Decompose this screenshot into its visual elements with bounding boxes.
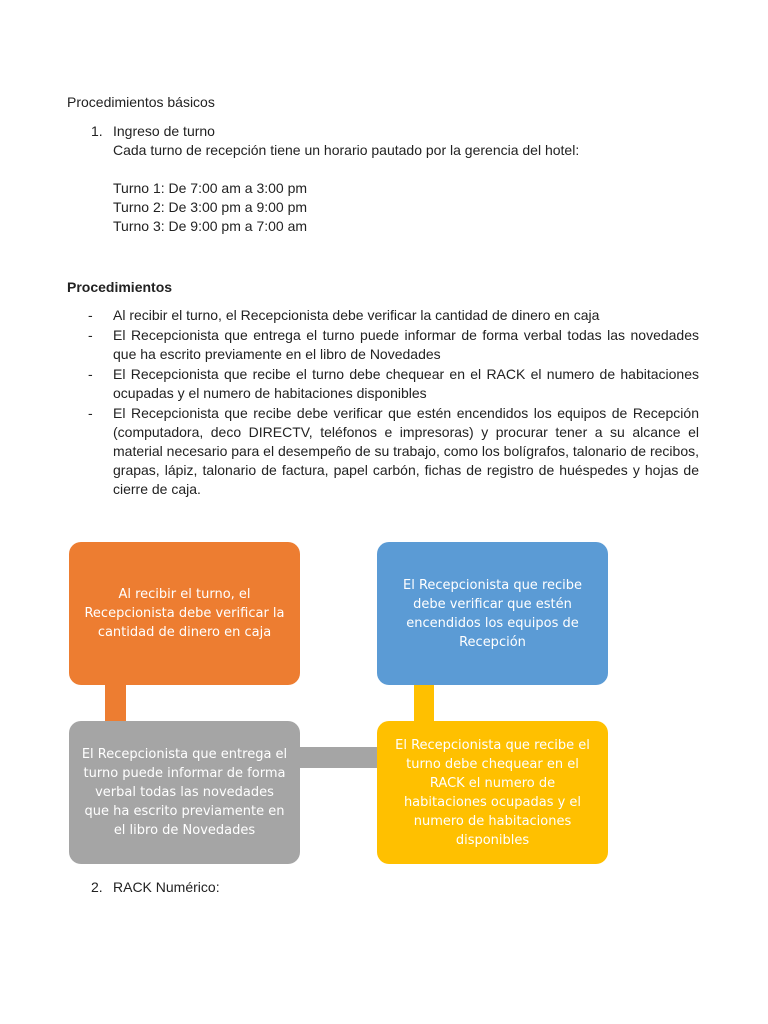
shift-3: Turno 3: De 9:00 pm a 7:00 am <box>113 218 308 234</box>
connector-orange <box>105 684 126 722</box>
connector-gray <box>299 747 378 768</box>
bullet-dash: - <box>88 366 93 382</box>
diagram-box-check-equipment: El Recepcionista que recibe debe verificar que estén encendidos los equipos de Recepción <box>377 542 608 685</box>
item-1-intro: Cada turno de recepción tiene un horario pautado por la gerencia del hotel: <box>113 142 580 158</box>
shift-2: Turno 2: De 3:00 pm a 9:00 pm <box>113 199 308 215</box>
list-number-2: 2. <box>91 879 103 895</box>
bullet-dash: - <box>88 307 93 323</box>
bullet-dash: - <box>88 405 93 421</box>
procedure-item-2: El Recepcionista que entrega el turno puede informar de forma verbal todas las novedades que ha escrito previamente en el libro de Novedades <box>113 327 699 362</box>
procedures-title: Procedimientos <box>67 279 173 295</box>
procedure-item-3: El Recepcionista que recibe el turno debe chequear en el RACK el numero de habitaciones ocupadas y el numero de habitaciones disponibles <box>113 366 699 401</box>
list-number-1: 1. <box>91 123 103 139</box>
bullet-dash: - <box>88 327 93 343</box>
diagram-box-check-rack: El Recepcionista que recibe el turno debe chequear en el RACK el numero de habitaciones ocupadas y el numero de habitaciones disponibles <box>377 721 608 864</box>
connector-gold <box>414 684 434 722</box>
diagram-box-count-cash: Al recibir el turno, el Recepcionista debe verificar la cantidad de dinero en caja <box>69 542 300 685</box>
section-heading: Procedimientos básicos <box>67 94 215 110</box>
procedure-item-4: El Recepcionista que recibe debe verificar que estén encendidos los equipos de Recepción (computadora, deco DIRECTV, teléfonos e impresoras) y procurar tener a su alcance el material necesario para el desempeño de su trabajo, como los bolígrafos, talonario de recibos, grapas, lápiz, talonario de factura, papel carbón, fichas de registro de huéspedes y hojas de cierre de caja. <box>113 405 699 497</box>
item-1-title: Ingreso de turno <box>113 123 215 139</box>
shift-1: Turno 1: De 7:00 am a 3:00 pm <box>113 180 308 196</box>
procedure-item-1: Al recibir el turno, el Recepcionista debe verificar la cantidad de dinero en caja <box>113 307 600 323</box>
diagram-box-verbal-report: El Recepcionista que entrega el turno puede informar de forma verbal todas las novedades que ha escrito previamente en el libro de Novedades <box>69 721 300 864</box>
item-2-title: RACK Numérico: <box>113 879 220 895</box>
